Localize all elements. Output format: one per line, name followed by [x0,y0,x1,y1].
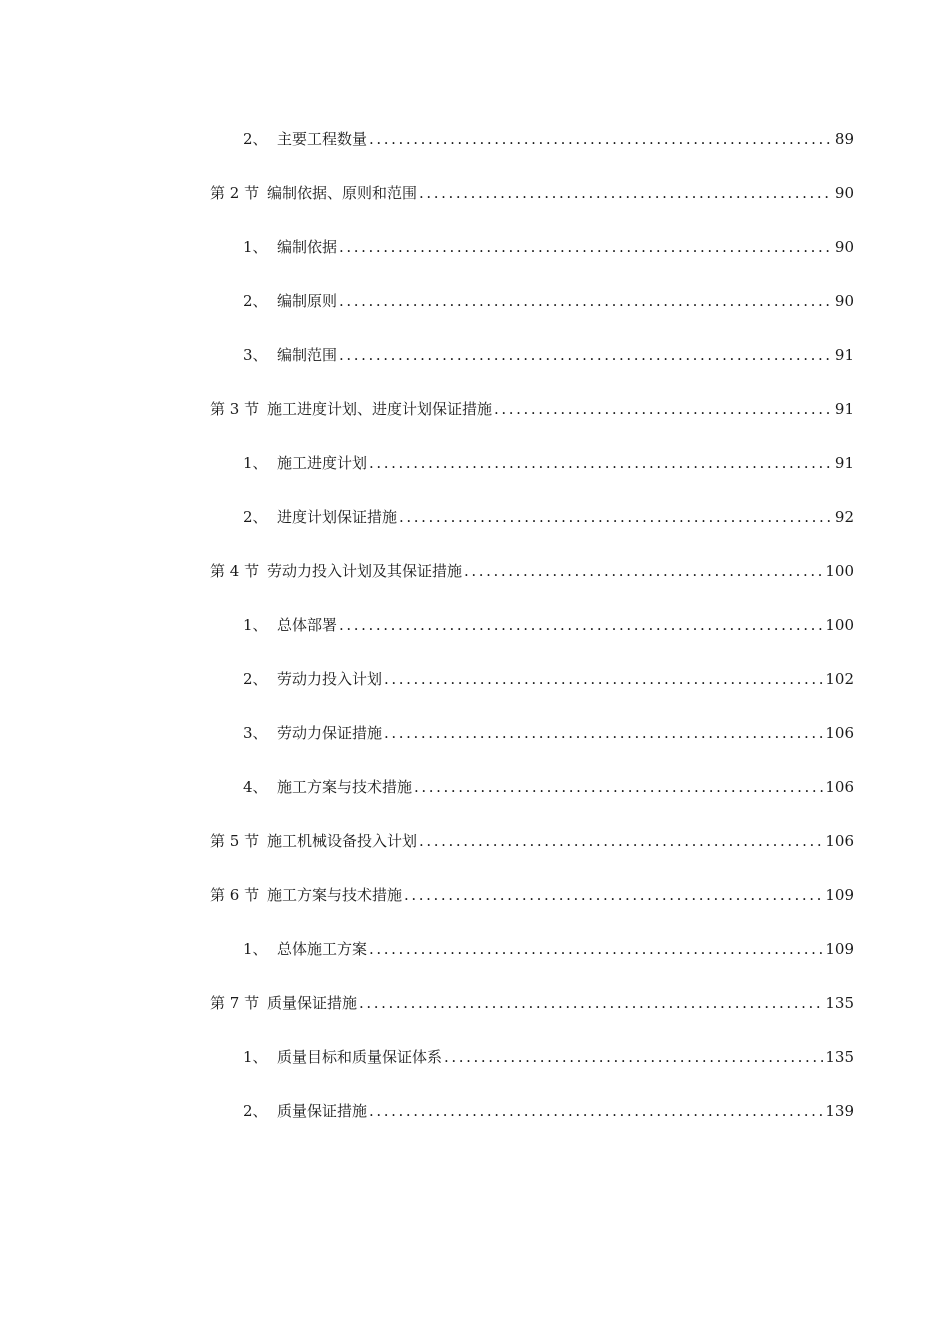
toc-entry-number: 1、 [243,238,268,256]
toc-entry-title: 总体施工方案 [277,940,368,958]
toc-entry-number: 3、 [243,724,268,742]
toc-dot-leader [494,397,833,421]
toc-entry[interactable] [243,505,854,529]
toc-entry-title: 劳动力投入计划 [277,670,383,688]
toc-entry-number: 2、 [243,130,268,148]
toc-entry-page: 106 [825,778,854,796]
toc-dot-leader [339,235,833,259]
toc-entry-number: 第 5 节 [210,832,260,850]
toc-dot-leader [369,127,833,151]
toc-entry-page: 90 [834,292,854,310]
toc-entry-number: 4、 [243,778,268,796]
toc-entry[interactable] [243,613,854,637]
toc-dot-leader [419,829,823,853]
toc-dot-leader [419,181,833,205]
toc-entry[interactable] [243,937,854,961]
toc-entry-title: 编制依据、原则和范围 [267,184,418,202]
toc-entry-title: 劳动力投入计划及其保证措施 [267,562,463,580]
toc-entry-page: 91 [834,400,854,418]
toc-entry[interactable] [210,181,854,205]
toc-entry-title: 劳动力保证措施 [277,724,383,742]
toc-entry[interactable] [243,1045,854,1069]
toc-entry-number: 第 3 节 [210,400,260,418]
toc-entry[interactable] [243,289,854,313]
toc-entry-page: 135 [825,994,854,1012]
toc-entry-number: 第 4 节 [210,562,260,580]
toc-entry-number: 2、 [243,292,268,310]
toc-dot-leader [339,343,833,367]
toc-entry-number: 2、 [243,1102,268,1120]
toc-entry-page: 109 [825,886,854,904]
toc-entry[interactable] [243,235,854,259]
toc-entry-number: 1、 [243,1048,268,1066]
toc-entry[interactable] [243,127,854,151]
toc-entry-page: 106 [825,832,854,850]
toc-entry-title: 质量保证措施 [267,994,358,1012]
toc-dot-leader [404,883,823,907]
toc-entry-page: 135 [825,1048,854,1066]
toc-entry-page: 102 [825,670,854,688]
toc-entry-page: 90 [834,238,854,256]
toc-entry[interactable] [243,721,854,745]
toc-entry-title: 编制原则 [277,292,338,310]
toc-entry-number: 1、 [243,616,268,634]
toc-dot-leader [369,451,833,475]
toc-entry[interactable] [210,397,854,421]
toc-entry-title: 施工方案与技术措施 [267,886,403,904]
toc-dot-leader [384,667,823,691]
toc-entry-title: 进度计划保证措施 [277,508,398,526]
toc-entry[interactable] [210,991,854,1015]
toc-entry-title: 施工进度计划 [277,454,368,472]
toc-entry[interactable] [210,559,854,583]
toc-entry[interactable] [243,451,854,475]
toc-entry-title: 主要工程数量 [277,130,368,148]
toc-entry-title: 编制依据 [277,238,338,256]
toc-entry-page: 89 [834,130,854,148]
toc-dot-leader [444,1045,823,1069]
toc-entry[interactable] [243,1099,854,1123]
toc-entry-page: 109 [825,940,854,958]
toc-entry-page: 106 [825,724,854,742]
toc-entry-title: 总体部署 [277,616,338,634]
toc-entry-number: 2、 [243,670,268,688]
toc-entry-page: 92 [834,508,854,526]
toc-dot-leader [339,613,823,637]
toc-entry-title: 施工进度计划、进度计划保证措施 [267,400,493,418]
toc-entry-page: 90 [834,184,854,202]
toc-dot-leader [384,721,823,745]
toc-entry-number: 3、 [243,346,268,364]
toc-entry-title: 编制范围 [277,346,338,364]
toc-entry-page: 100 [825,562,854,580]
toc-dot-leader [399,505,833,529]
toc-entry-page: 91 [834,346,854,364]
toc-entry-page: 91 [834,454,854,472]
toc-entry-title: 施工方案与技术措施 [277,778,413,796]
toc-dot-leader [339,289,833,313]
toc-entry-number: 第 6 节 [210,886,260,904]
toc-entry-number: 2、 [243,508,268,526]
toc-entry-title: 施工机械设备投入计划 [267,832,418,850]
toc-dot-leader [464,559,823,583]
toc-entry[interactable] [243,343,854,367]
toc-entry-title: 质量目标和质量保证体系 [277,1048,443,1066]
toc-entry-page: 100 [825,616,854,634]
toc-dot-leader [369,937,823,961]
toc-entry[interactable] [210,829,854,853]
toc-entry[interactable] [243,775,854,799]
toc-entry-number: 第 7 节 [210,994,260,1012]
toc-entry-number: 第 2 节 [210,184,260,202]
toc-entry-page: 139 [825,1102,854,1120]
toc-entry[interactable] [243,667,854,691]
toc-dot-leader [369,1099,823,1123]
toc-entry-number: 1、 [243,454,268,472]
toc-entry-title: 质量保证措施 [277,1102,368,1120]
toc-dot-leader [359,991,823,1015]
toc-entry[interactable] [210,883,854,907]
toc-dot-leader [414,775,823,799]
toc-entry-number: 1、 [243,940,268,958]
